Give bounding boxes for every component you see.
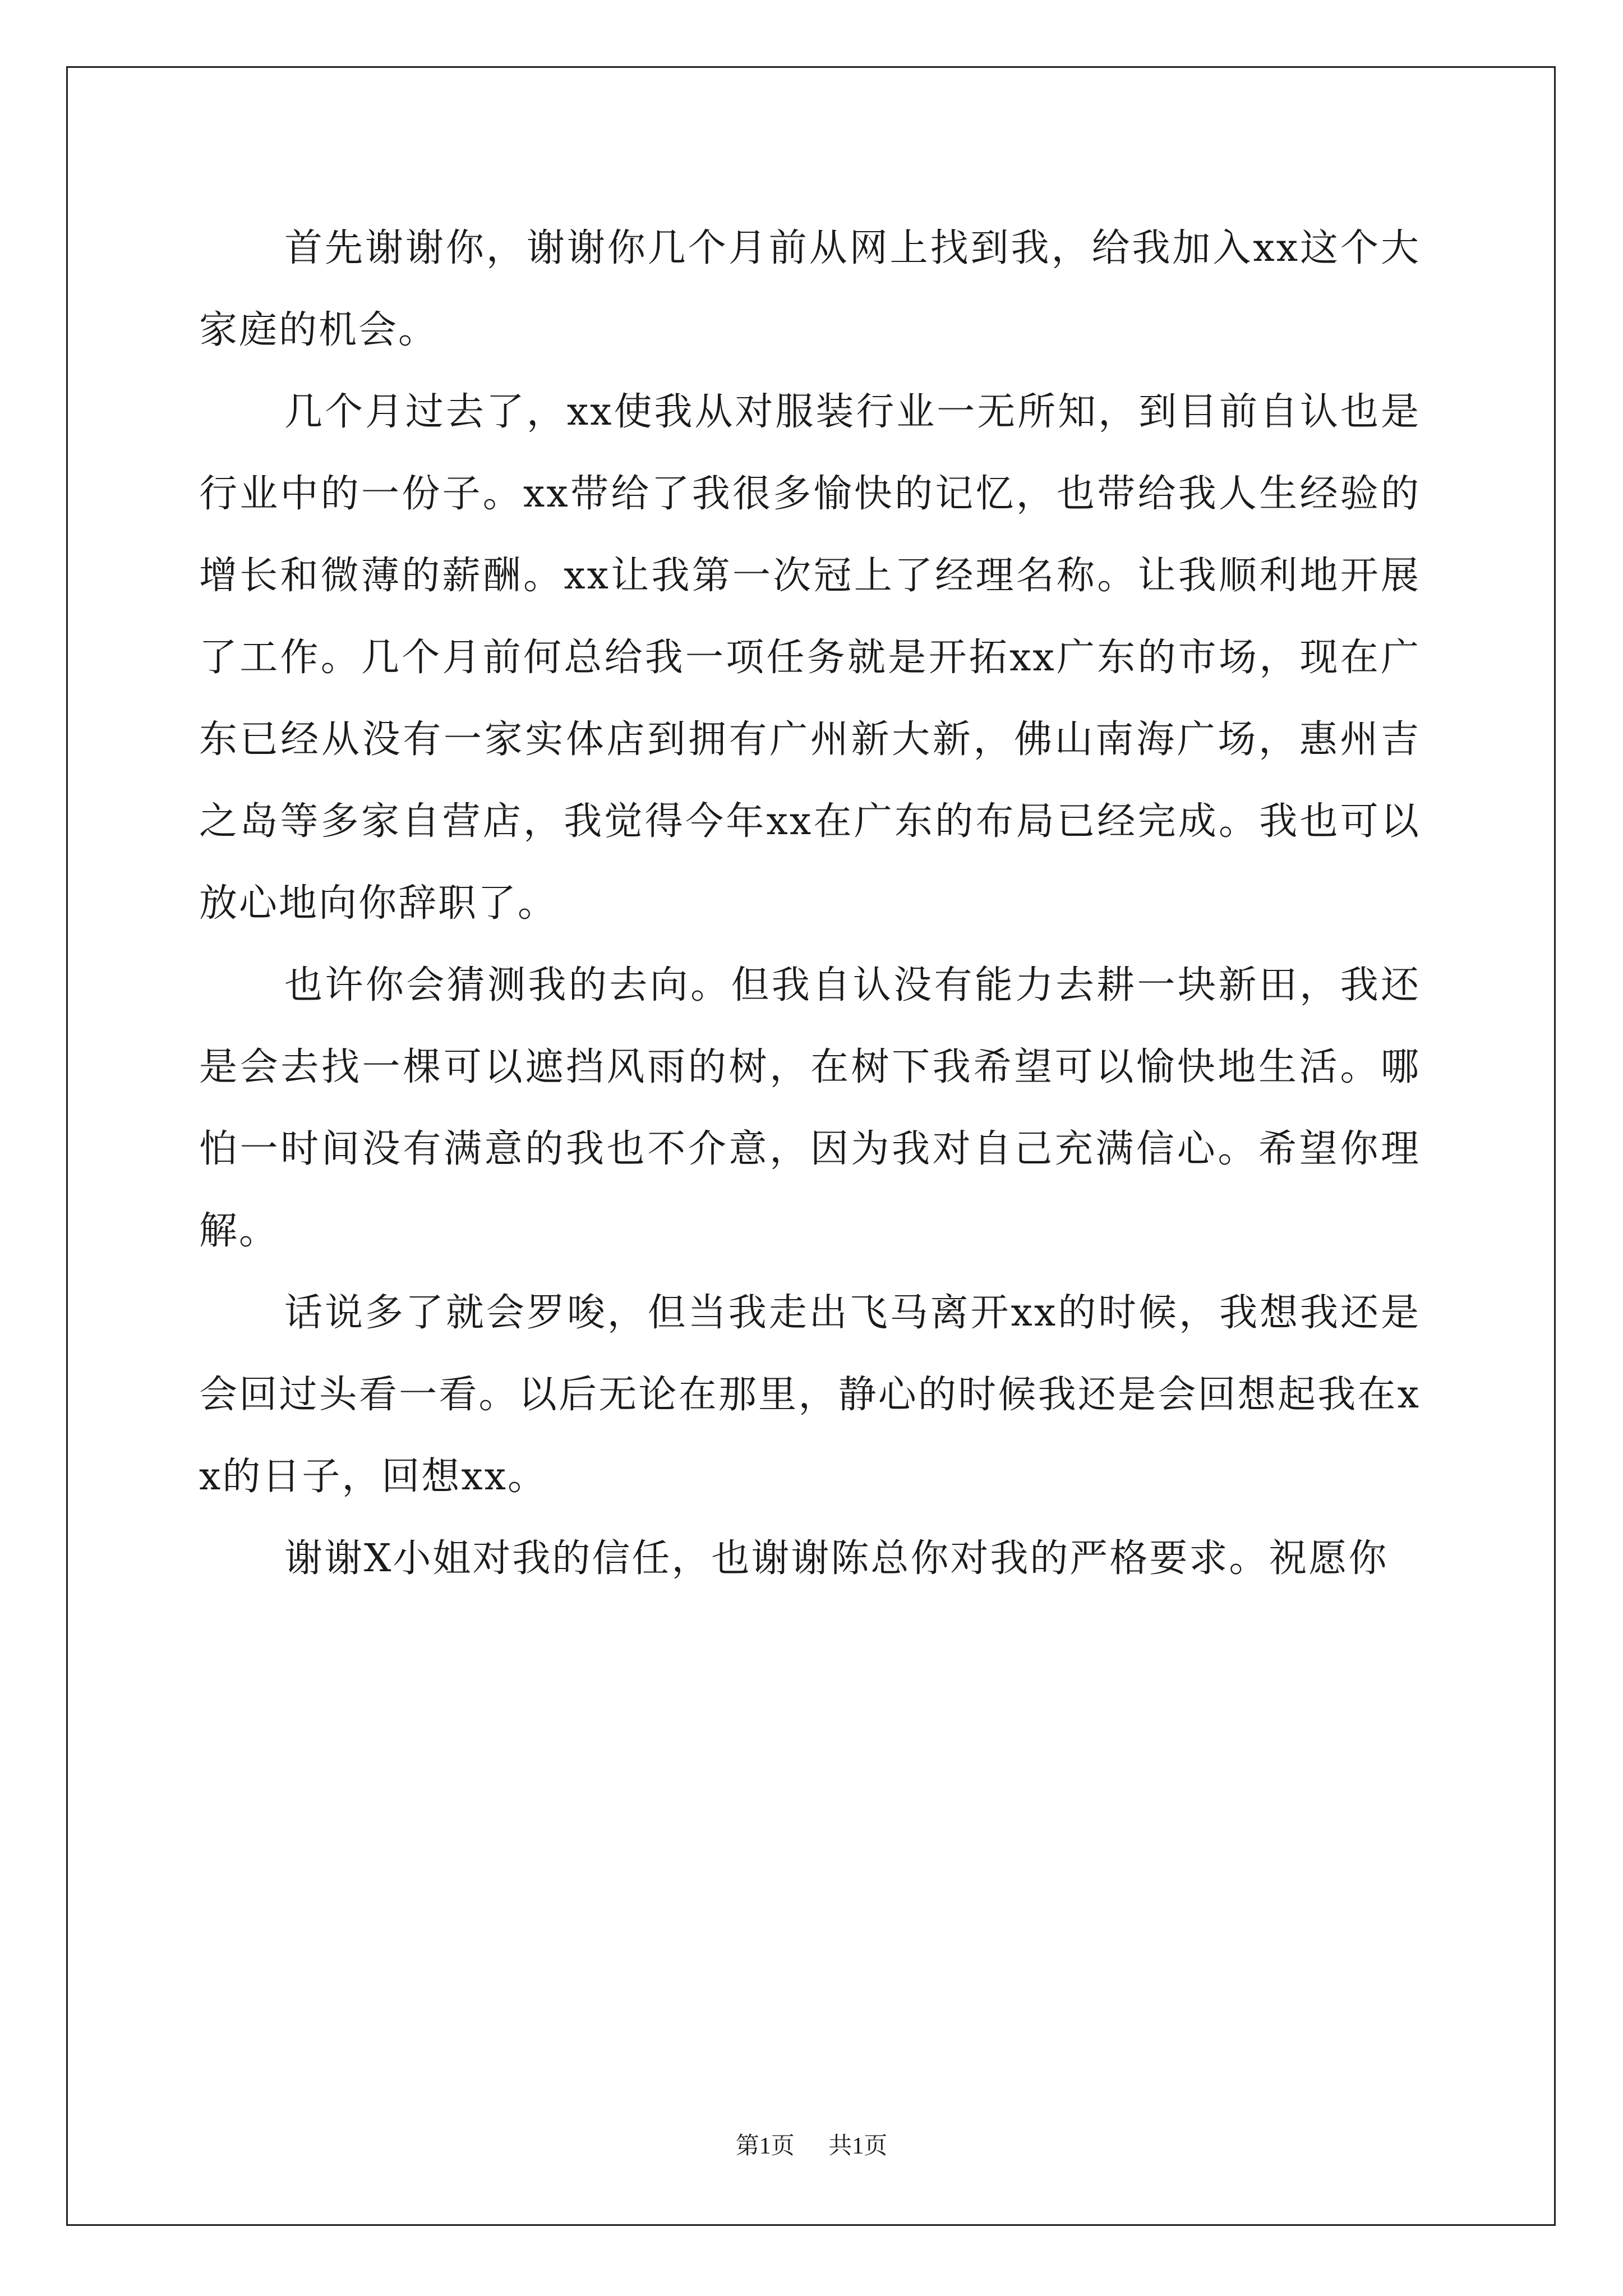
- document-body: [199, 208, 1421, 1600]
- page-footer: [0, 2129, 1623, 2163]
- paragraph: 几个月过去了，xx使我从对服装行业一无所知，到目前自认也是行业中的一份子。xx带给了我很多愉快的记忆，也带给我人生经验的增长和微薄的薪酬。xx让我第一次冠上了经理名称。让我顺利地开展了工作。几个月前何总给我一项任务就是开拓xx广东的市场，现在广东已经从没有一家实体店到拥有广州新大新，佛山南海广场，惠州吉之岛等多家自营店，我觉得今年xx在广东的布局已经完成。我也可以放心地向你辞职了。: [199, 390, 1421, 926]
- paragraph: 谢谢X小姐对我的信任，也谢谢陈总你对我的严格要求。祝愿你: [284, 1536, 1389, 1581]
- paragraph: 也许你会猜测我的去向。但我自认没有能力去耕一块新田，我还是会去找一棵可以遮挡风雨的树，在树下我希望可以愉快地生活。哪怕一时间没有满意的我也不介意，因为我对自己充满信心。希望你理解。: [199, 963, 1421, 1253]
- paragraph: 话说多了就会罗唆，但当我走出飞马离开xx的时候，我想我还是会回过头看一看。以后无论在那里，静心的时候我还是会回想起我在xx的日子，回想xx。: [199, 1291, 1421, 1499]
- paragraph: 首先谢谢你，谢谢你几个月前从网上找到我，给我加入xx这个大家庭的机会。: [199, 226, 1421, 352]
- page-total: 共1页: [828, 2133, 888, 2159]
- page-number: 第1页: [735, 2133, 795, 2159]
